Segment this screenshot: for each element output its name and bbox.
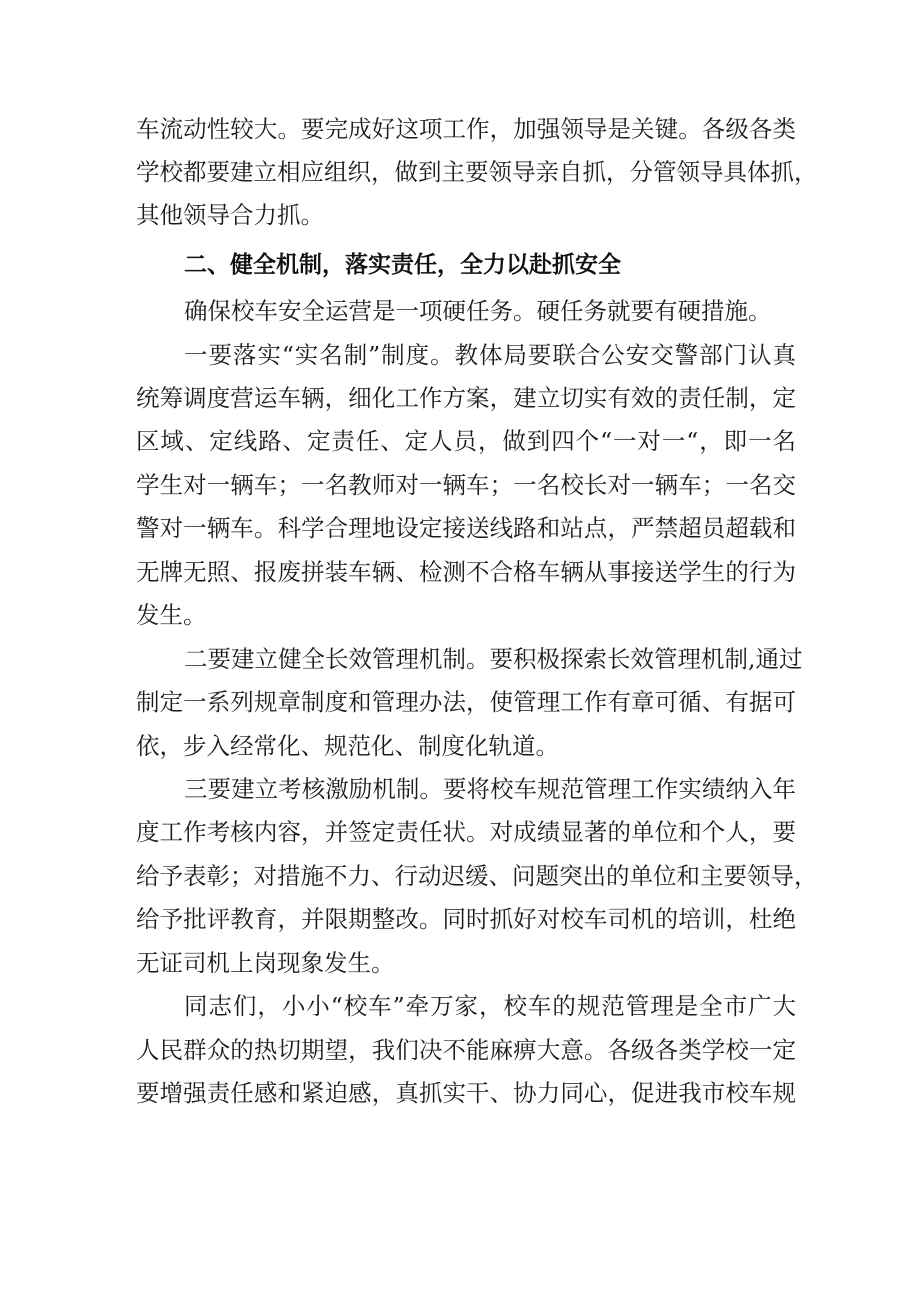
text-line: 发生。 (136, 601, 207, 629)
text-line: 依，步入经常化、规范化、制度化轨道。 (136, 732, 559, 760)
text-line: 警对一辆车。科学合理地设定接送线路和站点，严禁超员超载和 (136, 514, 796, 542)
text-line: 一要落实“实名制”制度。教体局要联合公安交警部门认真 (184, 341, 796, 369)
text-line: 统筹调度营运车辆，细化工作方案，建立切实有效的责任制，定 (136, 384, 796, 412)
text-line: 学生对一辆车；一名教师对一辆车；一名校长对一辆车；一名交 (136, 471, 796, 499)
text-line: 三要建立考核激励机制。要将校车规范管理工作实绩纳入年 (184, 775, 796, 803)
text-line: 二要建立健全长效管理机制。要积极探索长效管理机制,通过 (184, 645, 803, 673)
text-line: 给予表彰；对措施不力、行动迟缓、问题突出的单位和主要领导， (136, 862, 818, 890)
text-line: 无牌无照、报废拼装车辆、检测不合格车辆从事接送学生的行为 (136, 558, 796, 586)
text-line: 给予批评教育，并限期整改。同时抓好对校车司机的培训，杜绝 (136, 905, 796, 933)
text-line: 制定一系列规章制度和管理办法，使管理工作有章可循、有据可 (136, 688, 796, 716)
text-line: 其他领导合力抓。 (136, 201, 324, 229)
text-line: 确保校车安全运营是一项硬任务。硬任务就要有硬措施。 (184, 297, 772, 325)
text-line: 无证司机上岗现象发生。 (136, 949, 395, 977)
text-line: 学校都要建立相应组织，做到主要领导亲自抓，分管领导具体抓， (136, 158, 818, 186)
text-line: 同志们，小小“校车”牵万家，校车的规范管理是全市广大 (184, 992, 796, 1020)
text-line: 人民群众的热切期望，我们决不能麻痹大意。各级各类学校一定 (136, 1036, 796, 1064)
text-line: 要增强责任感和紧迫感，真抓实干、协力同心，促进我市校车规 (136, 1079, 796, 1107)
text-line: 度工作考核内容，并签定责任状。对成绩显著的单位和个人，要 (136, 818, 796, 846)
section-heading: 二、健全机制，落实责任，全力以赴抓安全 (184, 252, 621, 278)
text-line: 区域、定线路、定责任、定人员，做到四个“一对一“，即一名 (136, 427, 796, 455)
text-line: 车流动性较大。要完成好这项工作，加强领导是关键。各级各类 (136, 115, 796, 143)
